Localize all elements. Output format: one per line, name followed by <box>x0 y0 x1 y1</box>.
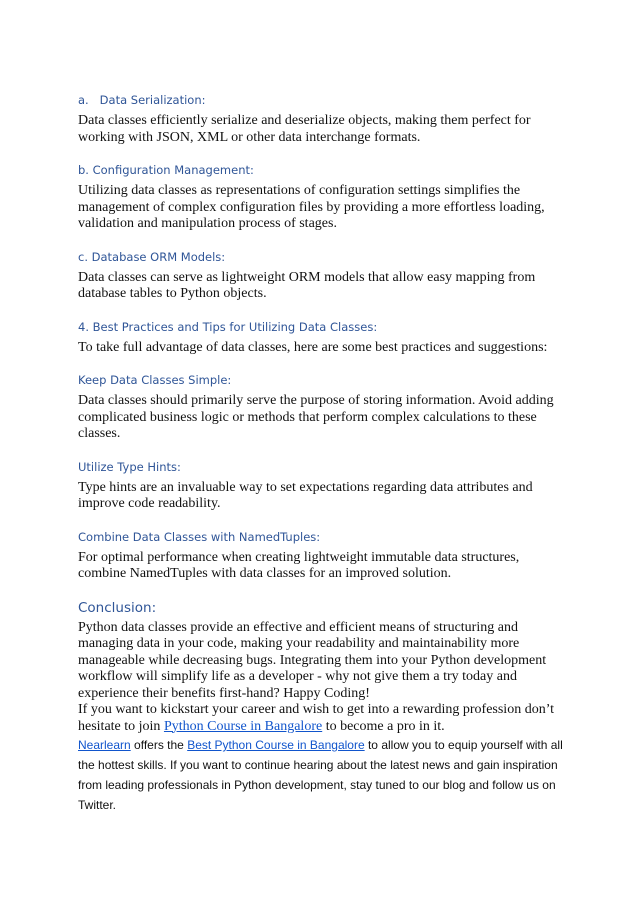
heading-data-serialization: a. Data Serialization: <box>78 93 206 107</box>
heading-best-practices: 4. Best Practices and Tips for Utilizing Data Classes: <box>78 319 378 334</box>
text-namedtuples: For optimal performance when creating lightweight immutable data structures, combine NamedTuples with data classes for an improved solution. <box>78 549 520 581</box>
heading-type-hints: Utilize Type Hints: <box>78 459 181 474</box>
cta-prefix: If you want to kickstart your career and wish to get into a rewarding profession don’t hesitate to join <box>78 702 554 734</box>
best-python-course-link[interactable]: Best Python Course in Bangalore <box>187 738 365 752</box>
heading-namedtuples: Combine Data Classes with NamedTuples: <box>78 529 321 544</box>
cta-suffix: to become a pro in it. <box>322 718 445 734</box>
text-footer <box>78 735 564 815</box>
footer-text-1: offers the <box>130 738 188 752</box>
nearlearn-link[interactable]: Nearlearn <box>78 738 131 752</box>
text-data-serialization: Data classes efficiently serialize and deserialize objects, making them perfect for working with JSON, XML or other data interchange formats. <box>78 113 531 145</box>
heading-keep-simple: Keep Data Classes Simple: <box>78 373 232 387</box>
text-conclusion: Python data classes provide an effective and efficient means of structuring and managing data in your code, making your readability and maintainability more manageable while decreasing bugs. Integrating them into your Python development workflow will simplify life as a developer - why not give them a try today and experience their benefits first-hand? Happy Coding! <box>78 619 547 701</box>
text-configuration-management: Utilizing data classes as representations of configuration settings simplifies the management of complex configuration files by providing a more effortless loading, validation and manipulation process of stages. <box>78 183 545 231</box>
document-content <box>78 92 564 815</box>
text-conclusion-cta <box>78 702 564 735</box>
text-database-orm: Data classes can serve as lightweight ORM models that allow easy mapping from database tables to Python objects. <box>78 269 536 301</box>
text-keep-simple: Data classes should primarily serve the purpose of storing information. Avoid adding complicated business logic or methods that perform complex calculations to these classes. <box>78 393 554 441</box>
heading-database-orm: c. Database ORM Models: <box>78 249 226 264</box>
python-course-link[interactable]: Python Course in Bangalore <box>163 718 323 734</box>
footer-text-2: to allow you to equip yourself with all the hottest skills. If you want to continue hearing about the latest news and gain inspiration from leading professionals in Python development, stay tuned to our blog and follow us on Twitter. <box>78 738 563 812</box>
text-type-hints: Type hints are an invaluable way to set expectations regarding data attributes and improve code readability. <box>78 479 533 511</box>
text-best-practices: To take full advantage of data classes, here are some best practices and suggestions: <box>78 339 548 355</box>
heading-configuration-management: b. Configuration Management: <box>78 163 254 177</box>
heading-conclusion: Conclusion: <box>78 599 157 616</box>
